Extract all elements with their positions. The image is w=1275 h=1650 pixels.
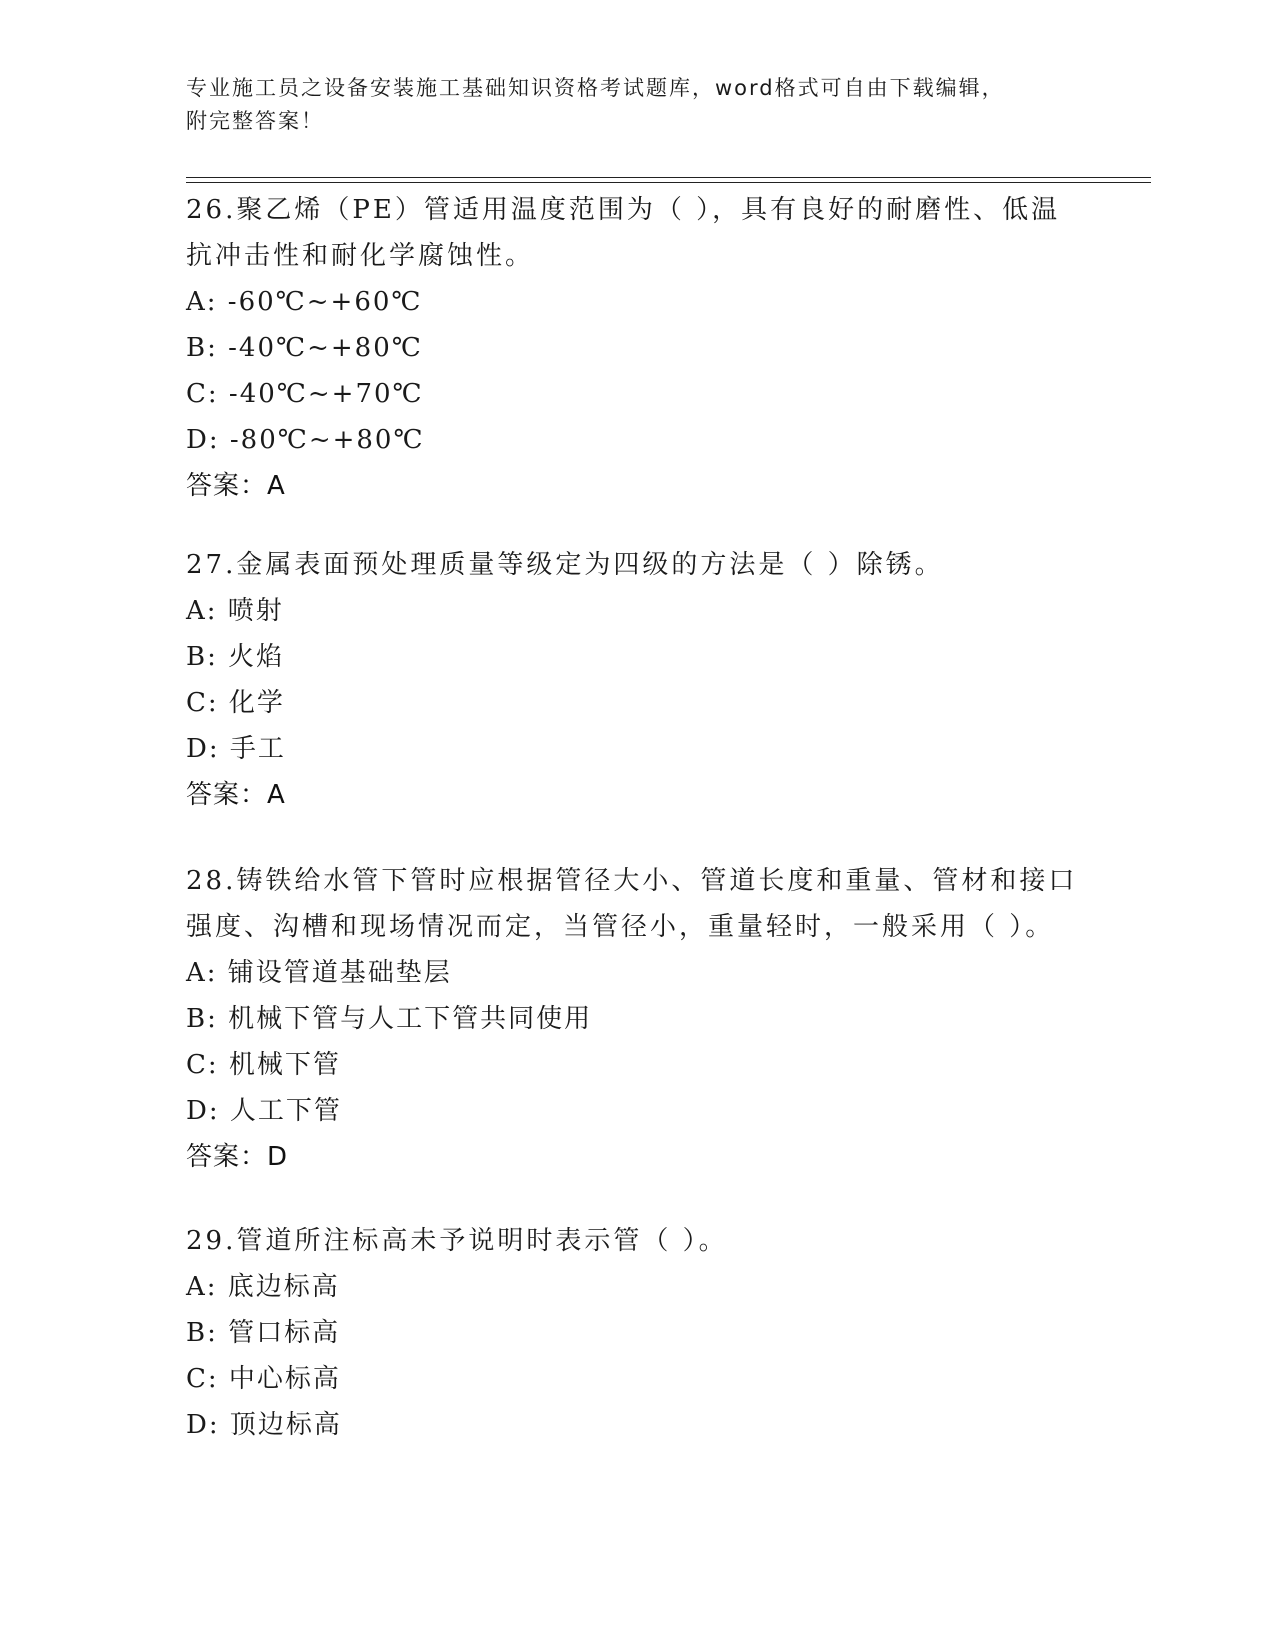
question-28 (186, 858, 1086, 1180)
answer: 答案：D (186, 1142, 289, 1172)
option-b: B: 机械下管与人工下管共同使用 (186, 1004, 593, 1034)
question-text-line: 26.聚乙烯（PE）管适用温度范围为（ ），具有良好的耐磨性、低温 (186, 195, 1061, 225)
option-a: A: -60℃~+60℃ (186, 287, 423, 317)
question-text-line: 28.铸铁给水管下管时应根据管径大小、管道长度和重量、管材和接口 (186, 866, 1078, 896)
header-divider-bottom (186, 182, 1151, 183)
option-b: B: -40℃~+80℃ (186, 333, 423, 363)
question-27 (186, 542, 1086, 818)
answer: 答案：A (186, 471, 286, 501)
question-29 (186, 1218, 1086, 1448)
question-26 (186, 187, 1086, 509)
option-c: C: 机械下管 (186, 1050, 341, 1080)
option-b: B: 管口标高 (186, 1318, 341, 1348)
document-header (186, 72, 1086, 138)
option-d: D: 人工下管 (186, 1096, 342, 1126)
option-d: D: -80℃~+80℃ (186, 425, 425, 455)
option-c: C: 中心标高 (186, 1364, 341, 1394)
option-a: A: 喷射 (186, 596, 284, 626)
option-b: B: 火焰 (186, 642, 285, 672)
answer: 答案：A (186, 780, 286, 810)
option-c: C: -40℃~+70℃ (186, 379, 424, 409)
option-a: A: 铺设管道基础垫层 (186, 958, 452, 988)
option-a: A: 底边标高 (186, 1272, 340, 1302)
option-d: D: 手工 (186, 734, 286, 764)
option-c: C: 化学 (186, 688, 285, 718)
question-text-line: 29.管道所注标高未予说明时表示管（ ）。 (186, 1226, 728, 1256)
option-d: D: 顶边标高 (186, 1410, 342, 1440)
header-divider-top (186, 177, 1151, 178)
question-text-line: 强度、沟槽和现场情况而定，当管径小，重量轻时，一般采用（ ）。 (186, 912, 1055, 942)
header-line-1: 专业施工员之设备安装施工基础知识资格考试题库，word格式可自由下载编辑， (186, 76, 1005, 100)
header-line-2: 附完整答案！ (186, 109, 324, 133)
question-text-line: 27.金属表面预处理质量等级定为四级的方法是（ ）除锈。 (186, 550, 944, 580)
question-text-line: 抗冲击性和耐化学腐蚀性。 (186, 241, 535, 271)
